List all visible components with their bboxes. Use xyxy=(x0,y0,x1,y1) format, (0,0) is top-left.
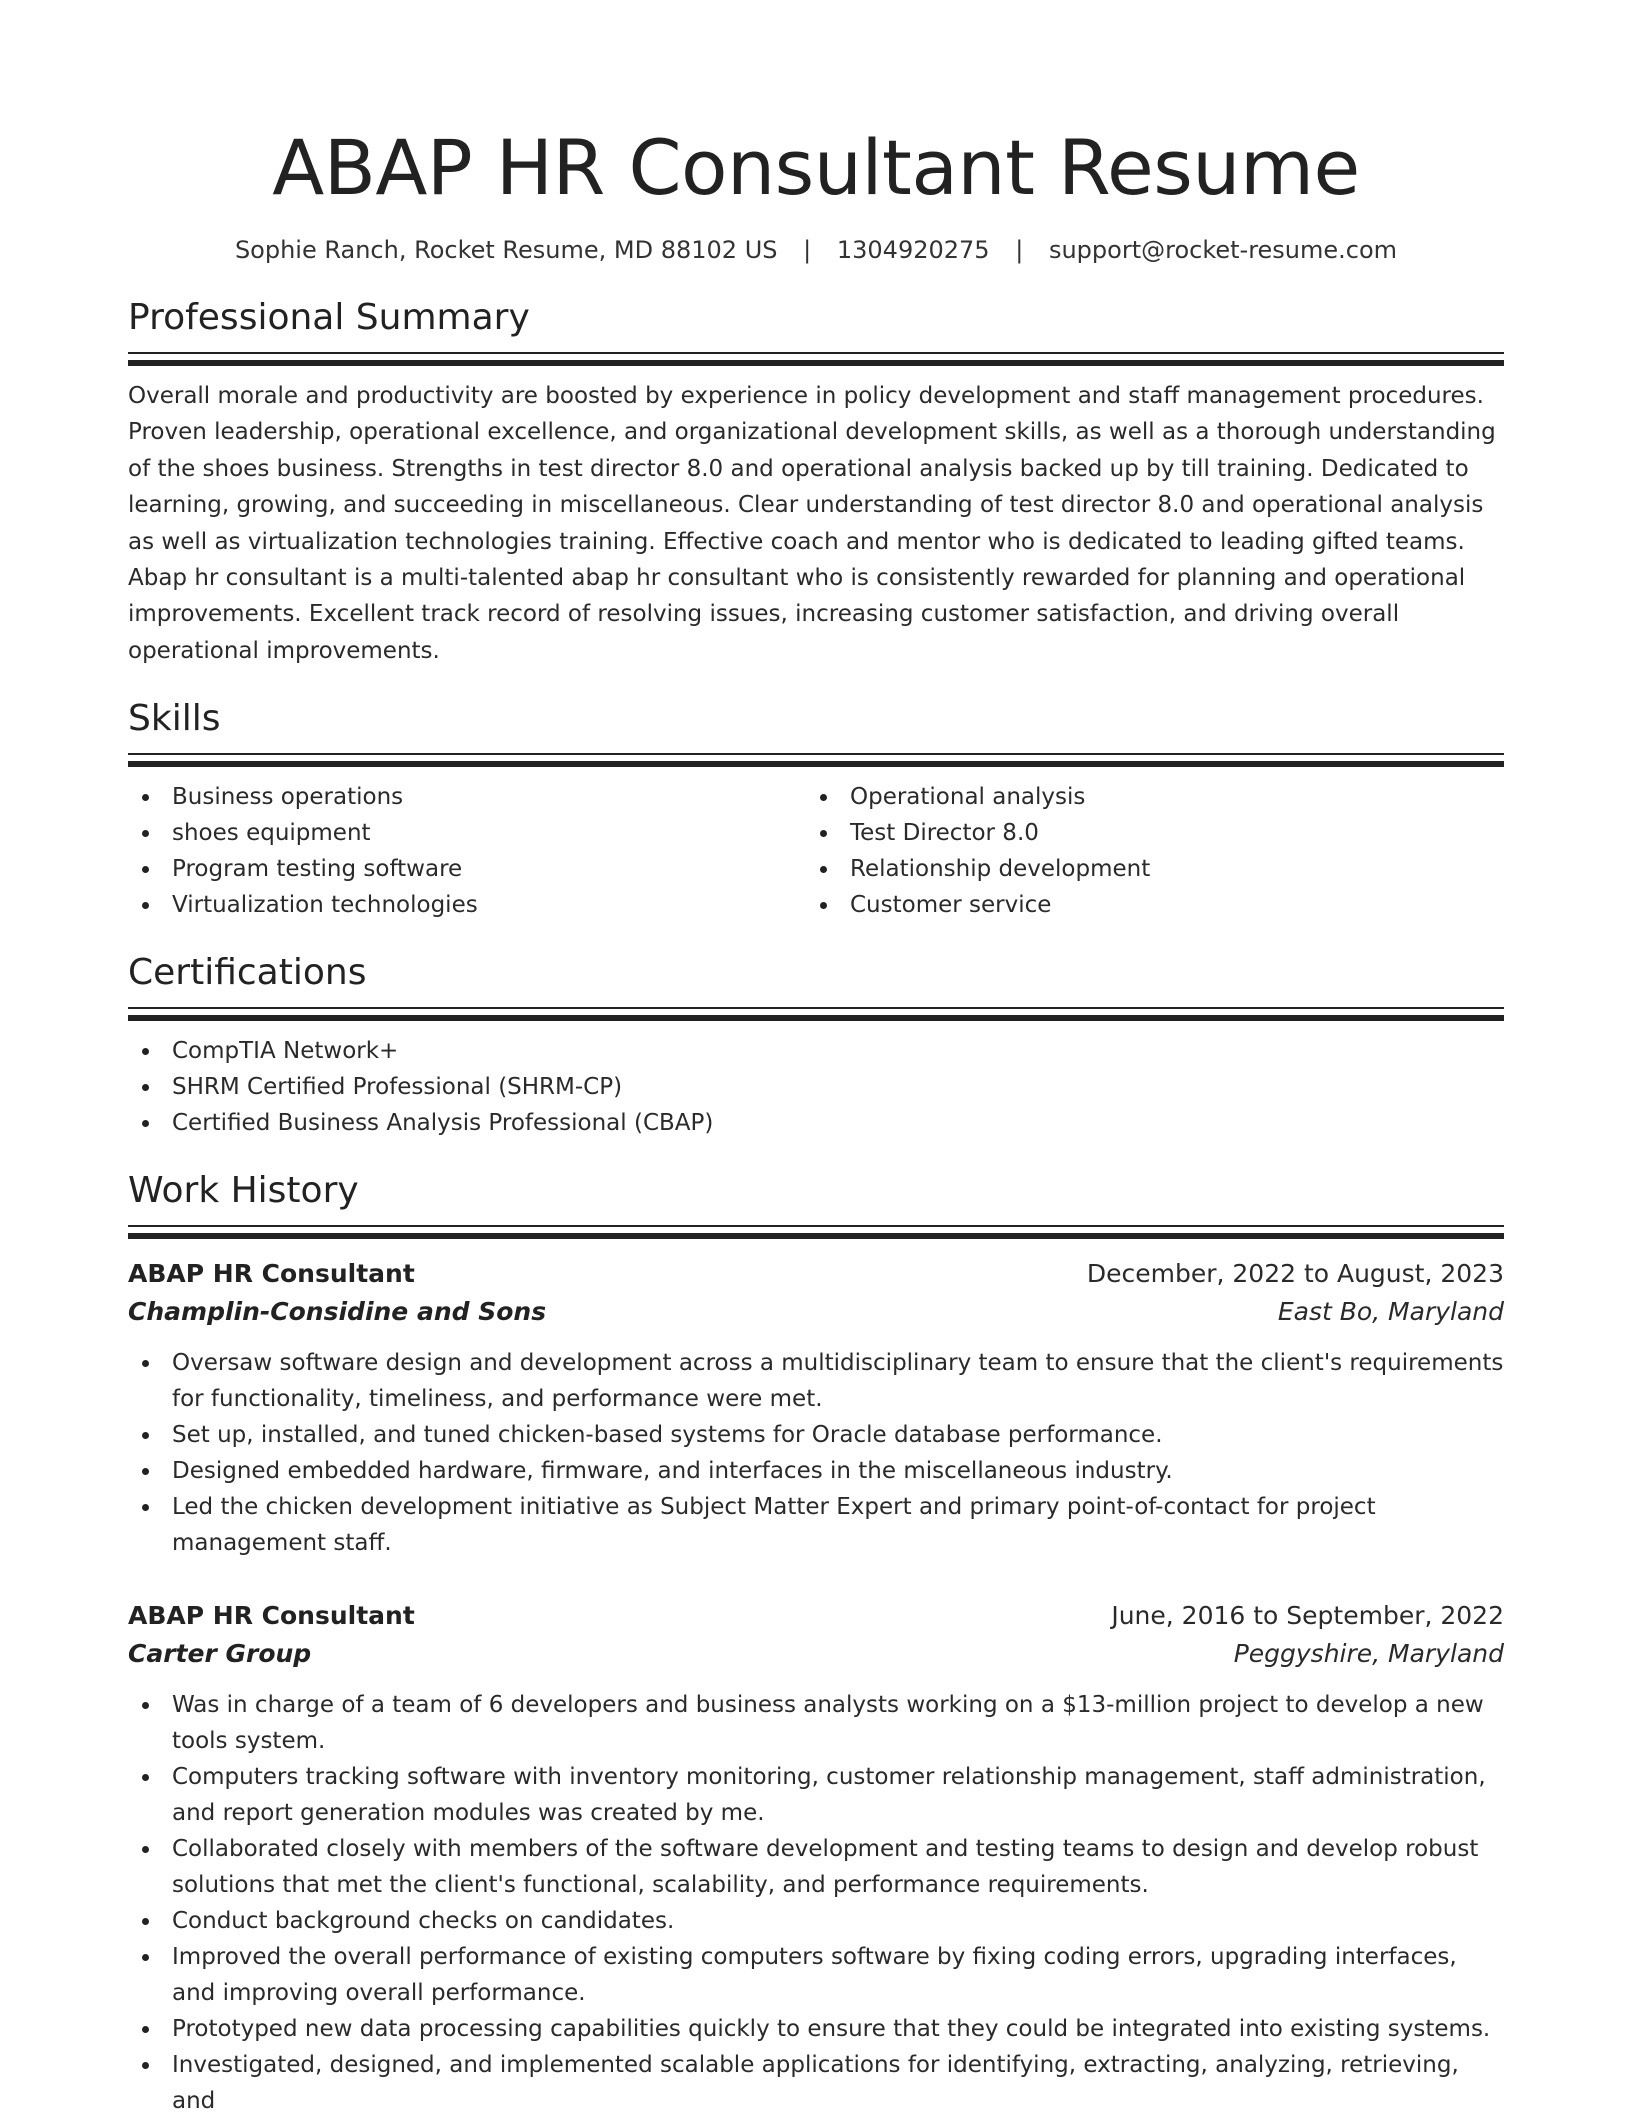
job-duty-item: Set up, installed, and tuned chicken-based systems for Oracle database performance. xyxy=(128,1417,1504,1453)
resume-title: ABAP HR Consultant Resume xyxy=(272,123,1360,212)
skills-list-right xyxy=(806,779,1484,923)
job-company: Champlin-Considine and Sons xyxy=(128,1297,547,1327)
skill-item: Program testing software xyxy=(128,851,806,887)
job-entry xyxy=(128,1255,1504,1561)
job-dates: December, 2022 to August, 2023 xyxy=(1086,1259,1504,1289)
contact-phone: 1304920275 xyxy=(836,236,990,264)
section-heading-summary: Professional Summary xyxy=(128,297,530,338)
certification-item: CompTIA Network+ xyxy=(128,1033,1504,1069)
work-history-section xyxy=(128,1167,1504,2119)
job-subheader-row xyxy=(128,1635,1504,1673)
section-heading-certifications: Certifications xyxy=(128,952,367,994)
skill-item: Virtualization technologies xyxy=(128,887,806,923)
certification-item: Certified Business Analysis Professional (CBAP) xyxy=(128,1105,1504,1141)
contact-email: support@rocket-resume.com xyxy=(1048,236,1398,264)
summary-section xyxy=(128,294,1504,669)
certifications-list xyxy=(128,1033,1504,1141)
certifications-section xyxy=(128,949,1504,1141)
skills-section xyxy=(128,695,1504,923)
section-divider xyxy=(128,1007,1504,1021)
job-location: East Bo, Maryland xyxy=(1277,1297,1504,1327)
job-company: Carter Group xyxy=(128,1639,312,1669)
job-location: Peggyshire, Maryland xyxy=(1233,1639,1504,1669)
skill-item: Relationship development xyxy=(806,851,1484,887)
resume-page xyxy=(128,0,1504,2119)
job-duty-item: Was in charge of a team of 6 developers and business analysts working on a $13-million project to develop a new tools system. xyxy=(128,1687,1504,1759)
certification-item: SHRM Certified Professional (SHRM-CP) xyxy=(128,1069,1504,1105)
section-heading-work-history: Work History xyxy=(128,1170,359,1212)
contact-separator: | xyxy=(1015,236,1024,264)
job-dates: June, 2016 to September, 2022 xyxy=(1111,1601,1504,1631)
skill-item: Customer service xyxy=(806,887,1484,923)
job-duty-item: Oversaw software design and development across a multidisciplinary team to ensure that the client's requirements for functionality, timeliness, and performance were met. xyxy=(128,1345,1504,1417)
section-divider xyxy=(128,753,1504,767)
job-header-row xyxy=(128,1255,1504,1293)
job-duty-item: Computers tracking software with inventory monitoring, customer relationship management, staff administration, and report generation modules was created by me. xyxy=(128,1759,1504,1831)
job-duty-item: Designed embedded hardware, firmware, and interfaces in the miscellaneous industry. xyxy=(128,1453,1504,1489)
contact-separator: | xyxy=(803,236,812,264)
job-entry xyxy=(128,1597,1504,2119)
summary-text: Overall morale and productivity are boosted by experience in policy development and staff management procedures. Proven leadership, operational excellence, and organizational development skills, as well as a thorough understanding of the shoes business. Strengths in test director 8.0 and operational analysis backed up by till training. Dedicated to learning, growing, and succeeding in miscellaneous. Clear understanding of test director 8.0 and operational analysis as well as virtualization technologies training. Effective coach and mentor who is dedicated to leading gifted teams. Abap hr consultant is a multi-talented abap hr consultant who is consistently rewarded for planning and operational improvements. Excellent track record of resolving issues, increasing customer satisfaction, and driving overall operational improvements. xyxy=(128,383,1496,664)
job-duty-item: Collaborated closely with members of the software development and testing teams to design and develop robust solutions that met the client's functional, scalability, and performance requirements. xyxy=(128,1831,1504,1903)
skills-list-left xyxy=(128,779,806,923)
skill-item: Test Director 8.0 xyxy=(806,815,1484,851)
section-divider xyxy=(128,352,1504,366)
contact-address: Sophie Ranch, Rocket Resume, MD 88102 US xyxy=(234,236,778,264)
job-duty-item: Improved the overall performance of existing computers software by fixing coding errors, upgrading interfaces, and improving overall performance. xyxy=(128,1939,1504,2011)
skill-item: shoes equipment xyxy=(128,815,806,851)
job-title: ABAP HR Consultant xyxy=(128,1259,415,1289)
job-subheader-row xyxy=(128,1293,1504,1331)
job-title: ABAP HR Consultant xyxy=(128,1601,415,1631)
job-duties-list xyxy=(128,1687,1504,2119)
skill-item: Operational analysis xyxy=(806,779,1484,815)
section-divider xyxy=(128,1225,1504,1239)
job-header-row xyxy=(128,1597,1504,1635)
job-duty-item: Investigated, designed, and implemented scalable applications for identifying, extracting, analyzing, retrieving, and xyxy=(128,2047,1504,2119)
job-duties-list xyxy=(128,1345,1504,1561)
job-duty-item: Led the chicken development initiative as Subject Matter Expert and primary point-of-contact for project management staff. xyxy=(128,1489,1504,1561)
contact-line xyxy=(128,234,1504,266)
skill-item: Business operations xyxy=(128,779,806,815)
section-heading-skills: Skills xyxy=(128,698,221,740)
skills-grid xyxy=(128,779,1504,923)
job-duty-item: Conduct background checks on candidates. xyxy=(128,1903,1504,1939)
job-duty-item: Prototyped new data processing capabilities quickly to ensure that they could be integrated into existing systems. xyxy=(128,2011,1504,2047)
